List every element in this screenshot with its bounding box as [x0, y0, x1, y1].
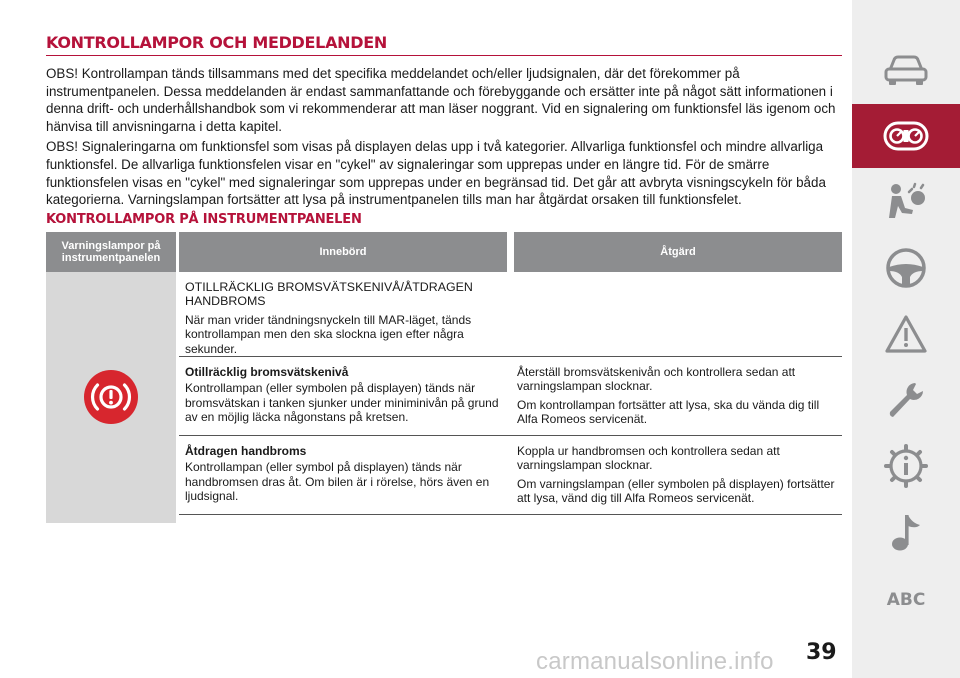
row-meaning: Kontrollampan (eller symbol på displayen) tänds när handbromsen dras åt. Om bilen är i rörelse, hörs även en ljudsignal.: [185, 460, 490, 504]
sidebar-item-index[interactable]: [852, 568, 960, 632]
sidebar-item-steering[interactable]: [852, 236, 960, 300]
table-row: [179, 272, 842, 357]
intro-paragraph-2: OBS! Signaleringarna om funktionsfel som visas på displayen delas upp i två kategorier. Allvarliga funktionsfel och mindre allvarliga funktionsfel. De allvarliga funktionsfelen visar en "cykel" av signaleringar som upprepas under en längre tid. För de smärre funktionsfelen visas en "cykel" med signaleringar som upprepas under en begränsad tid. Det går att avbryta visningscykeln för båda kategorierna. Varningslampan fortsätter att lysa på instrumentpanelen tills man har åtgärdat orsaken till funktionsfelet.: [46, 139, 826, 208]
row-action: Koppla ur handbromsen och kontrollera sedan att varningslampan slocknar.: [517, 443, 780, 473]
table-row: [179, 357, 842, 436]
chapter-sidebar: [852, 0, 960, 678]
row-title: OTILLRÄCKLIG BROMSVÄTSKENIVÅ/ÅTDRAGEN HANDBROMS: [185, 279, 473, 309]
page-number: 39: [806, 640, 837, 665]
sidebar-item-technical[interactable]: [852, 434, 960, 498]
row-title: Åtdragen handbroms: [185, 443, 307, 458]
table-rows: [179, 272, 842, 523]
technical-data-icon: [884, 444, 928, 488]
header-action: Åtgärd: [514, 232, 842, 272]
page-content: [46, 33, 842, 523]
action-cell: [517, 357, 842, 435]
dashboard-icon: [883, 121, 929, 151]
music-note-icon: [888, 511, 924, 553]
brake-warning-icon: [83, 369, 139, 425]
sidebar-item-maintenance[interactable]: [852, 368, 960, 432]
sidebar-item-car[interactable]: [852, 38, 960, 102]
row-action: Om varningslampan (eller symbolen på displayen) fortsätter att lysa, vänd dig till Alfa Romeos servicenät.: [517, 476, 835, 506]
meaning-cell: [179, 357, 511, 435]
icon-cell: [46, 272, 176, 523]
row-title: Otillräcklig bromsvätskenivå: [185, 364, 349, 379]
meaning-cell: [179, 272, 511, 356]
action-cell: [517, 272, 842, 356]
sidebar-item-multimedia[interactable]: [852, 500, 960, 564]
abc-index-label: ABC: [886, 590, 926, 610]
page-title: KONTROLLAMPOR OCH MEDDELANDEN: [46, 33, 842, 56]
section-title: KONTROLLAMPOR PÅ INSTRUMENTPANELEN: [46, 211, 362, 227]
wrench-icon: [885, 379, 927, 421]
table-row: [179, 436, 842, 515]
table-body: [46, 272, 842, 523]
header-meaning: Innebörd: [179, 232, 507, 272]
row-action: Återställ bromsvätskenivån och kontrollera sedan att varningslampan slocknar.: [517, 364, 796, 394]
warning-triangle-icon: [884, 314, 928, 354]
warning-lights-table: [46, 232, 842, 523]
header-warning-lights: Varningslampor på instrumentpanelen: [46, 232, 176, 272]
watermark: carmanualsonline.info: [536, 648, 774, 675]
row-meaning: Kontrollampan (eller symbolen på displayen) tänds när bromsvätskan i tanken sjunker under miniminivån på grund av en möjlig läcka någonstans på kretsen.: [185, 381, 499, 425]
table-header: [46, 232, 842, 272]
sidebar-item-airbag[interactable]: [852, 170, 960, 234]
intro-paragraph-1: OBS! Kontrollampan tänds tillsammans med det specifika meddelandet och/eller ljudsignalen, där det förekommer på instrumentpanelen. Dessa meddelanden är endast sammanfattande och förebyggande och ersätter inte på något sätt informationen i denna drift- och underhållshandbok som vi rekommenderar att man läser noggrant. Vid en signalering om funktionsfel läs igenom och hänvisa till anvisningarna i detta kapitel.: [46, 66, 836, 134]
action-cell: [517, 436, 842, 514]
airbag-icon: [883, 182, 929, 222]
sidebar-item-warnings[interactable]: [852, 302, 960, 366]
row-action: Om kontrollampan fortsätter att lysa, ska du vända dig till Alfa Romeos servicenät.: [517, 397, 820, 427]
car-icon: [883, 53, 929, 87]
row-meaning: När man vrider tändningsnyckeln till MAR-läget, tänds kontrollampan men den ska slockna igen efter några sekunder.: [185, 312, 472, 356]
steering-wheel-icon: [885, 247, 927, 289]
meaning-cell: [179, 436, 511, 514]
sidebar-item-dashboard[interactable]: [852, 104, 960, 168]
